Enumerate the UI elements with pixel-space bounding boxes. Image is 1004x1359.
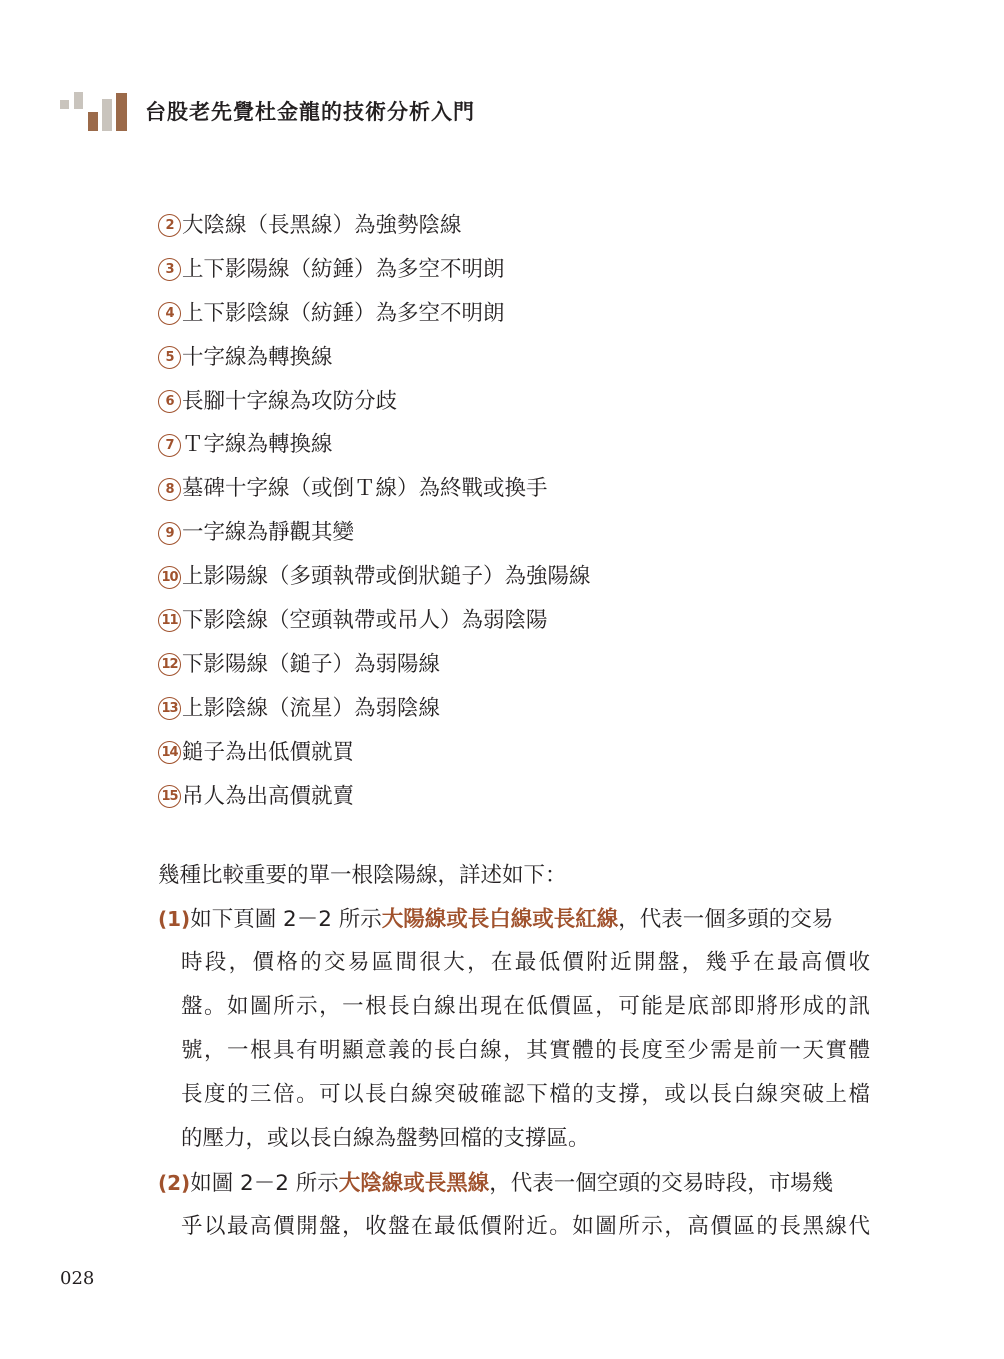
circled-number: 15 [158,785,181,808]
logo-bar-4 [102,99,112,131]
list-item-text: 吊人為出高價就賣 [182,783,355,809]
paragraph-number: (2) [158,1171,191,1195]
list-item [158,292,591,336]
highlighted-term: 大陰線或長黑線 [338,1171,490,1196]
circled-number: 12 [158,653,181,676]
logo-bar-1 [60,100,69,109]
list-item-text: 上下影陰線（紡錘）為多空不明朗 [182,300,505,326]
circled-number: 10 [158,566,181,589]
list-item [158,423,591,467]
list-item-text: 下影陽線（鎚子）為弱陽線 [182,651,441,677]
list-item-text: Ｔ字線為轉換線 [182,432,333,458]
paragraph-line: 號，一根具有明顯意義的長白線，其實體的長度至少需是前一天實體 [181,1038,870,1063]
circled-number: 14 [158,741,181,764]
figure-reference: 2－2 [283,907,332,932]
paragraph-line: 長度的三倍。可以長白線突破確認下檔的支撐，或以長白線突破上檔 [181,1082,870,1107]
list-item [158,380,591,424]
text-run: ，代表一個空頭的交易時段，市場幾 [489,1171,834,1196]
paragraph-line: 時段，價格的交易區間很大，在最低價附近開盤，幾乎在最高價收 [181,950,870,975]
logo-bar-3 [88,112,98,131]
highlighted-term: 大陽線或長白線或長紅線 [381,907,619,932]
list-item [158,555,591,599]
paragraph-number: (1) [158,907,191,931]
list-item-text: 上下影陽線（紡錘）為多空不明朗 [182,256,505,282]
circled-number: 9 [158,522,181,545]
circled-number: 13 [158,697,181,720]
circled-number: 7 [158,434,181,457]
list-item [158,336,591,380]
list-item [158,775,591,819]
circled-number: 3 [158,258,181,281]
list-item [158,599,591,643]
logo-bar-5 [116,93,127,131]
figure-reference: 2－2 [240,1171,289,1196]
paragraph-line: 乎以最高價開盤，收盤在最低價附近。如圖所示，高價區的長黑線代 [181,1214,870,1239]
paragraph-line: 的壓力，或以長白線為盤勢回檔的支撐區。 [181,1126,590,1151]
list-item-text: 大陰線（長黑線）為強勢陰線 [182,212,462,238]
circled-number: 11 [158,609,181,632]
text-run: 所示 [288,1171,339,1196]
list-item-text: 一字線為靜觀其變 [182,520,355,546]
list-item-text: 墓碑十字線（或倒Ｔ線）為終戰或換手 [182,476,548,502]
list-item [158,204,591,248]
running-header-title: 台股老先覺杜金龍的技術分析入門 [145,100,475,124]
text-run: 如下頁圖 [190,907,284,932]
list-item-text: 長腳十字線為攻防分歧 [182,388,398,414]
list-item-text: 上影陽線（多頭執帶或倒狀鎚子）為強陽線 [182,564,591,590]
list-item [158,731,591,775]
paragraph-line [158,897,870,941]
circled-number: 8 [158,478,181,501]
page-number: 028 [60,1268,95,1289]
list-item-text: 十字線為轉換線 [182,344,333,370]
list-item [158,643,591,687]
list-item-text: 下影陰線（空頭執帶或吊人）為弱陰陽 [182,607,548,633]
circled-number: 5 [158,346,181,369]
paragraph-1 [158,897,870,1161]
text-run: 如圖 [190,1171,241,1196]
circled-number: 4 [158,302,181,325]
circled-number: 6 [158,390,181,413]
list-item-text: 上影陰線（流星）為弱陰線 [182,695,441,721]
list-item [158,467,591,511]
intro-sentence: 幾種比較重要的單一根陰陽線，詳述如下： [158,863,567,888]
list-item-text: 鎚子為出低價就買 [182,739,355,765]
text-run: ，代表一個多頭的交易 [618,907,834,932]
list-item [158,511,591,555]
circled-number: 2 [158,214,181,237]
paragraph-line: 盤。如圖所示，一根長白線出現在低價區，可能是底部即將形成的訊 [181,994,870,1019]
paragraph-2 [158,1161,870,1249]
paragraph-line [158,1161,870,1205]
text-run: 所示 [331,907,382,932]
candlestick-type-list [158,204,591,818]
logo-bar-2 [74,92,83,109]
list-item [158,687,591,731]
list-item [158,248,591,292]
